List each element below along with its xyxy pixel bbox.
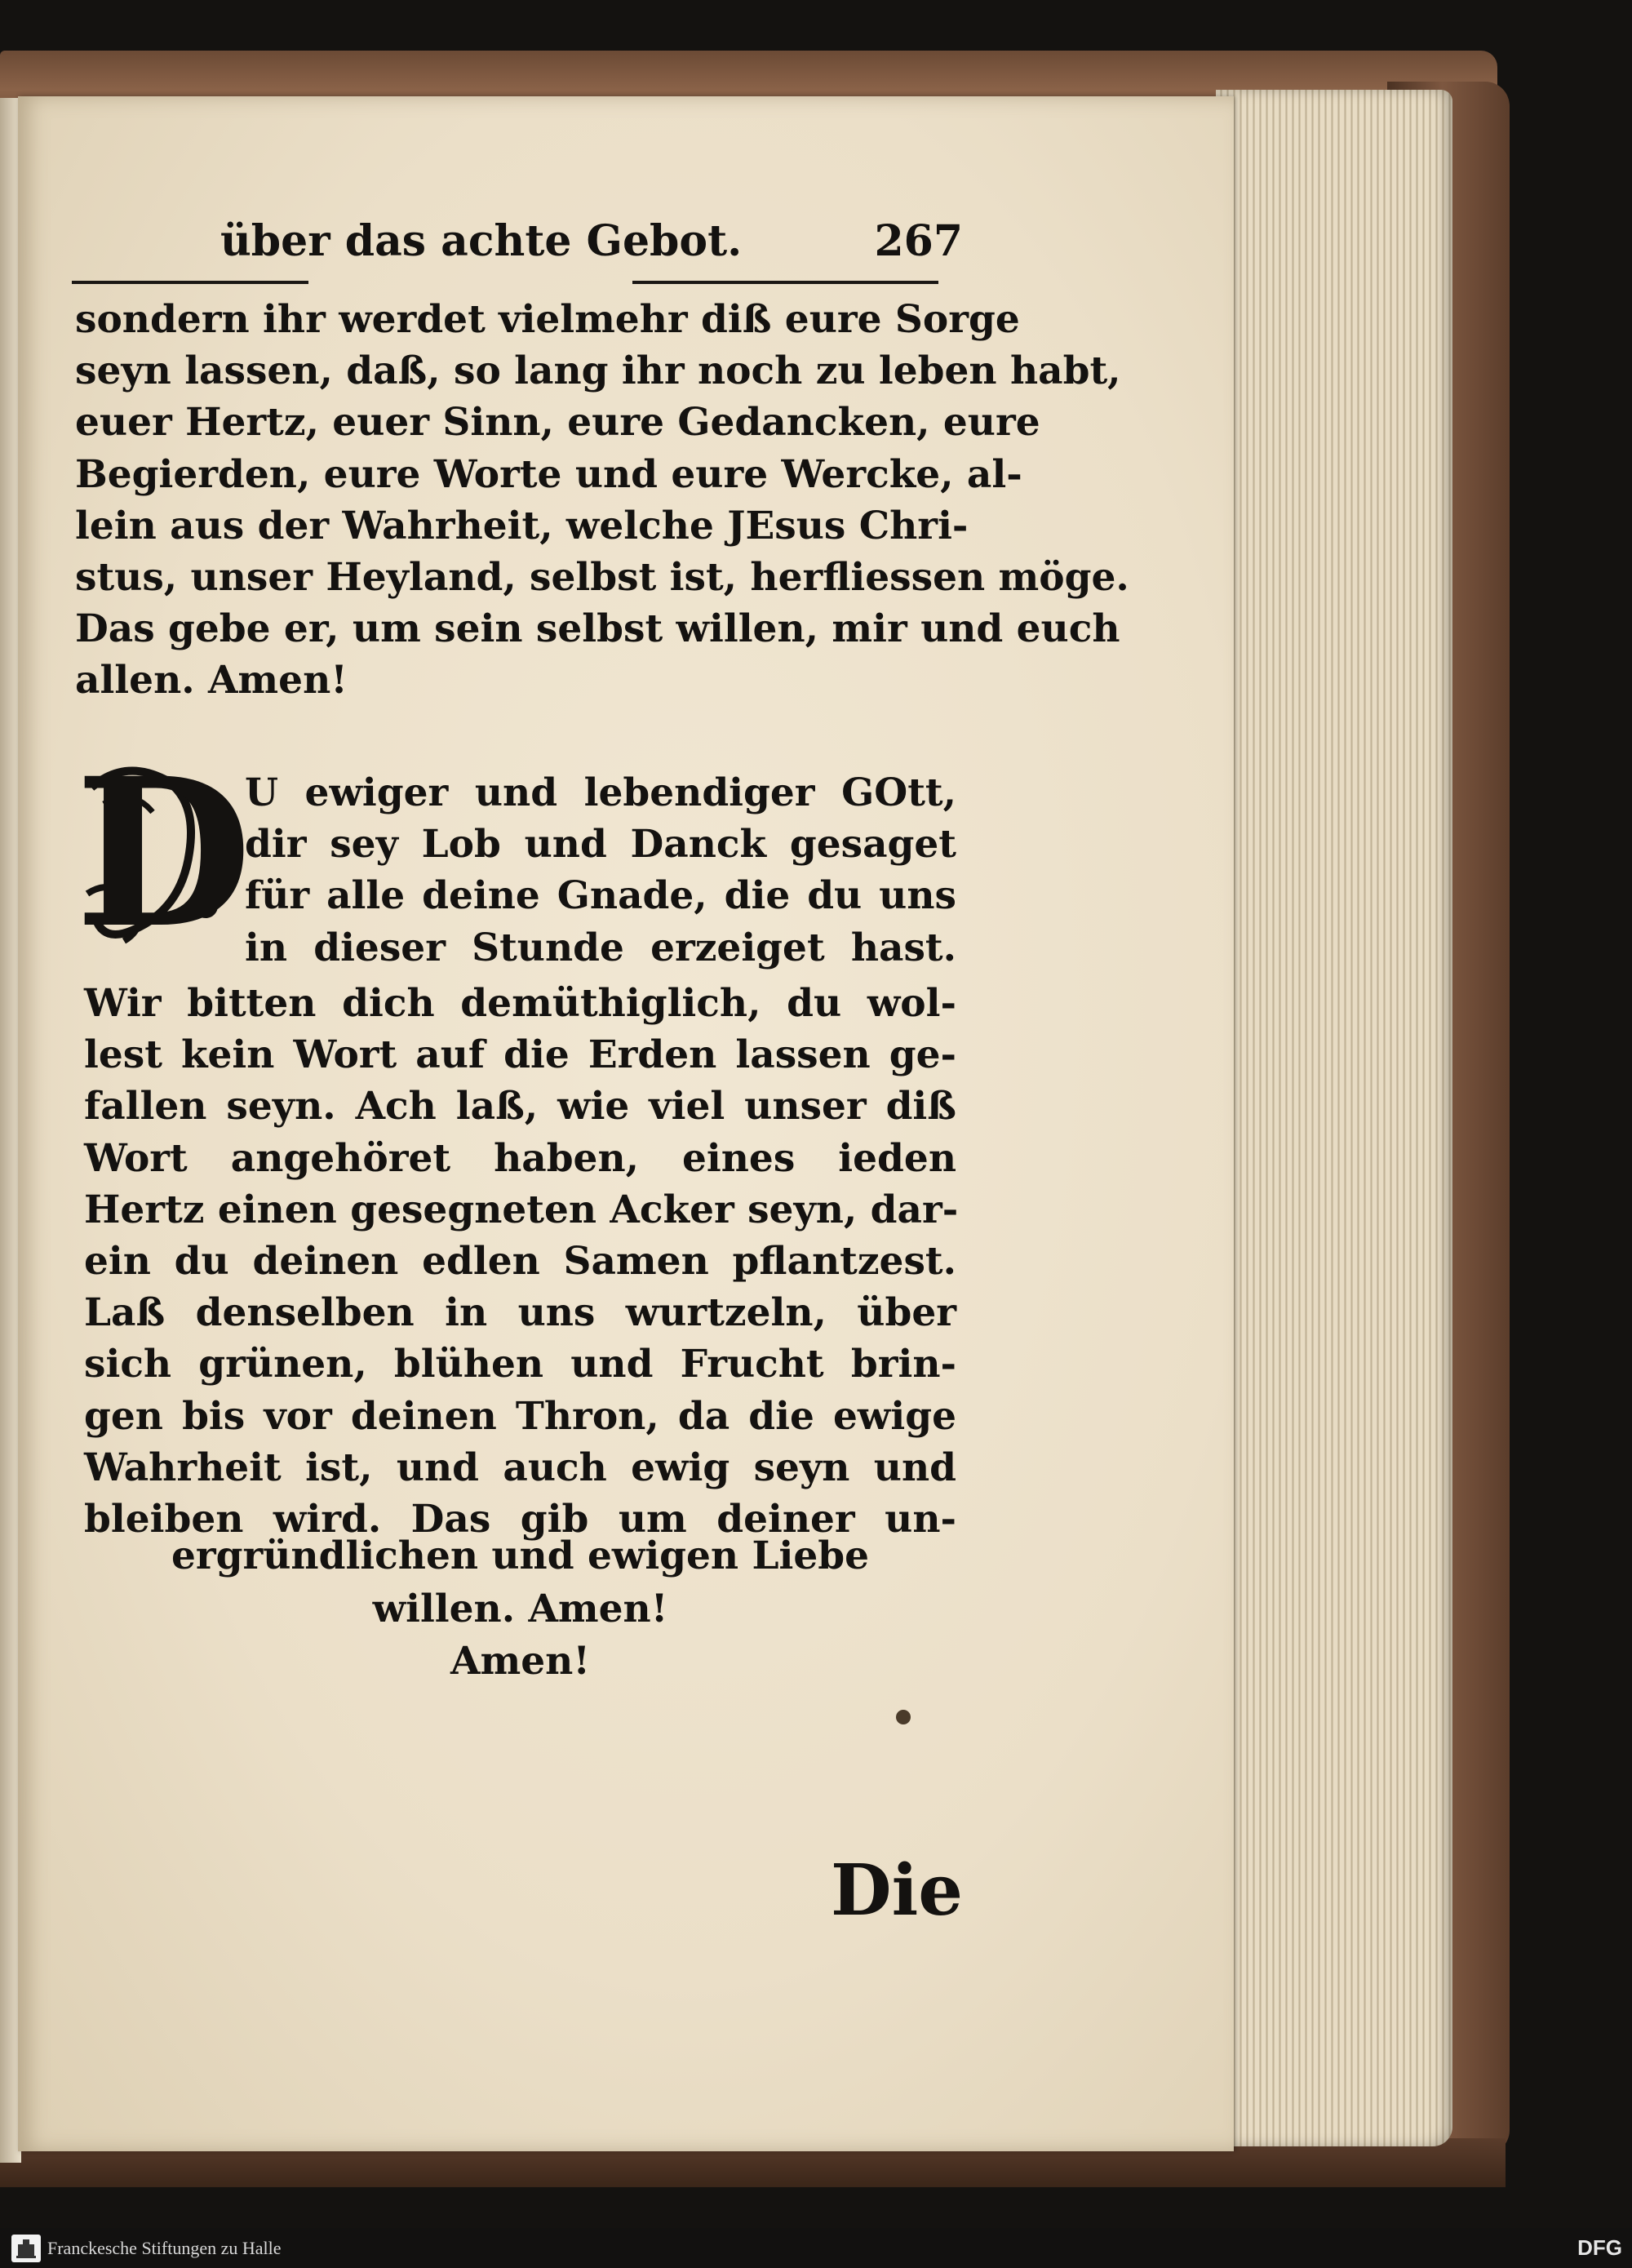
text-line: willen. Amen! bbox=[372, 1586, 668, 1631]
text-line: für alle deine Gnade, die du uns bbox=[245, 873, 956, 919]
text-line: Amen! bbox=[450, 1639, 590, 1684]
text-line: Das gebe er, um sein selbst willen, mir und euch bbox=[75, 606, 1120, 652]
text-line: Wir bitten dich demüthiglich, du wol- bbox=[84, 981, 956, 1026]
text-line: bleiben wird. Das gib um deiner un- bbox=[84, 1496, 956, 1542]
text-line: fallen seyn. Ach laß, wie viel unser diß bbox=[84, 1084, 956, 1130]
ink-spot bbox=[896, 1710, 911, 1724]
head-rule-left bbox=[72, 281, 308, 284]
text-line: lein aus der Wahrheit, welche JEsus Chri- bbox=[75, 503, 969, 548]
text-line: seyn lassen, daß, so lang ihr noch zu leben habt, bbox=[75, 348, 1121, 394]
catchword: Die bbox=[831, 1849, 963, 1932]
building-icon bbox=[11, 2235, 41, 2262]
text-line: allen. Amen! bbox=[75, 658, 348, 703]
decorated-initial bbox=[75, 733, 252, 973]
funder-logo: DFG bbox=[1577, 2235, 1622, 2260]
text-line: in dieser Stunde erzeiget hast. bbox=[245, 925, 956, 970]
text-line: dir sey Lob und Danck gesaget bbox=[245, 822, 956, 868]
text-line: Wort angehöret haben, eines ieden bbox=[84, 1135, 956, 1181]
text-line: ergründlichen und ewigen Liebe bbox=[171, 1533, 870, 1578]
page-number: 267 bbox=[874, 216, 963, 266]
prayer-body bbox=[84, 978, 959, 1545]
text-line: sondern ihr werdet vielmehr diß eure Sorge bbox=[75, 297, 1020, 342]
prayer-closing bbox=[84, 1530, 956, 1689]
viewer-footer bbox=[0, 2228, 1632, 2268]
prayer-opening bbox=[245, 767, 956, 974]
text-line: euer Hertz, euer Sinn, eure Gedancken, eure bbox=[75, 400, 1040, 446]
page-edges bbox=[1216, 90, 1452, 2146]
paragraph-sermon-ending bbox=[75, 294, 1129, 707]
head-rule-right bbox=[632, 281, 938, 284]
initial-letter: D bbox=[75, 733, 252, 973]
text-line: gen bis vor deinen Thron, da die ewige bbox=[84, 1393, 956, 1439]
running-head: über das achte Gebot. bbox=[220, 216, 743, 266]
institution-logo-icon bbox=[11, 2235, 41, 2262]
text-line: U ewiger und lebendiger GOtt, bbox=[245, 770, 956, 815]
text-line: sich grünen, blühen und Frucht brin- bbox=[84, 1342, 956, 1387]
institution-name: Franckesche Stiftungen zu Halle bbox=[47, 2238, 282, 2258]
text-line: Begierden, eure Worte und eure Wercke, al- bbox=[75, 451, 1022, 497]
text-line: lest kein Wort auf die Erden lassen ge- bbox=[84, 1032, 956, 1078]
text-line: Wahrheit ist, und auch ewig seyn und bbox=[84, 1445, 956, 1490]
text-line: Hertz einen gesegneten Acker seyn, dar- bbox=[84, 1187, 959, 1232]
text-line: Laß denselben in uns wurtzeln, über bbox=[84, 1290, 956, 1336]
text-line: stus, unser Heyland, selbst ist, herfliessen möge. bbox=[75, 554, 1129, 600]
text-line: ein du deinen edlen Samen pflantzest. bbox=[84, 1238, 956, 1284]
